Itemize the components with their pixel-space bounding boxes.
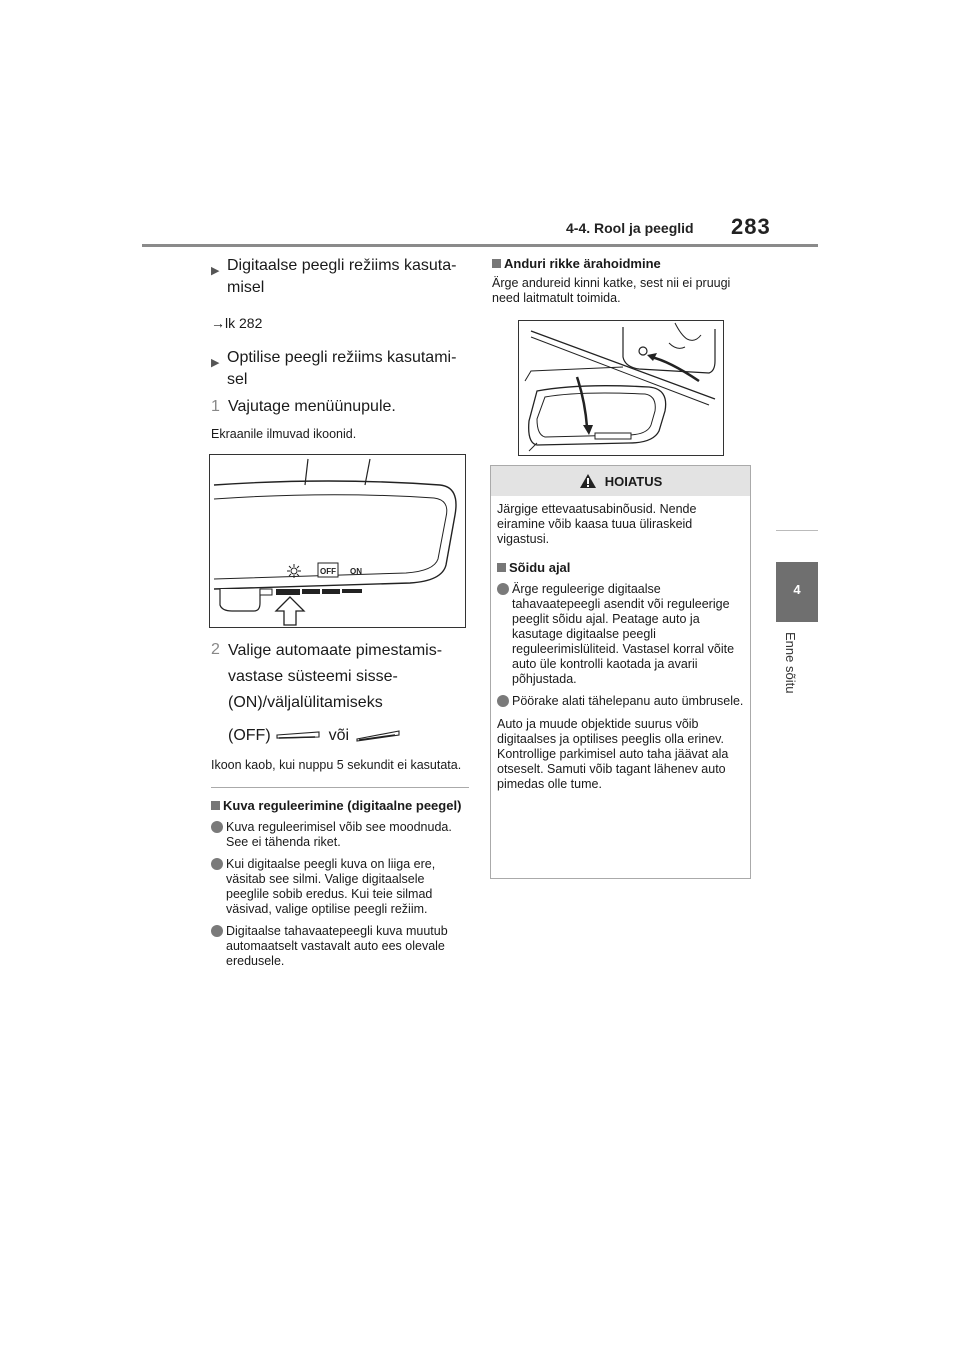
section-divider	[211, 787, 469, 788]
sensor-title: Anduri rikke ärahoidmine	[504, 256, 661, 271]
step-2-or: või	[328, 727, 350, 744]
section-title: 4-4. Rool ja peeglid	[566, 220, 694, 236]
sensor-figure	[518, 320, 724, 456]
step-1	[211, 395, 469, 419]
round-bullet-icon	[497, 695, 509, 707]
header-rule	[142, 244, 818, 247]
chapter-number: 4	[793, 582, 801, 597]
triangle-bullet-icon: ▶	[211, 357, 220, 369]
list-item	[211, 820, 469, 850]
display-adjust-heading	[211, 798, 469, 813]
side-tab-rule	[776, 530, 818, 531]
anti-glare-off-icon	[275, 729, 323, 743]
sensor-illustration	[519, 321, 723, 455]
left-column	[211, 255, 469, 969]
sensor-icon	[639, 347, 647, 355]
warning-triangle-icon	[579, 473, 597, 489]
list-item	[497, 694, 744, 709]
mode-digital-text: Digitaalse peegli režiims kasutamisel	[227, 257, 457, 296]
while-driving-title: Sõidu ajal	[509, 560, 571, 575]
square-bullet-icon	[211, 801, 220, 810]
triangle-bullet-icon: ▶	[211, 265, 220, 277]
step-2-note: Ikoon kaob, kui nuppu 5 sekundit ei kasutata.	[211, 758, 462, 772]
square-bullet-icon	[492, 259, 501, 268]
display-adjust-title: Kuva reguleerimine (digitaalne peegel)	[223, 798, 462, 813]
list-item-text: Pöörake alati tähelepanu auto ümbrusele.	[512, 694, 744, 708]
warning-body	[491, 496, 750, 792]
warning-intro: Järgige ettevaatusabinõusid. Nende eiramine võib kaasa tuua üliraskeid vigastusi.	[497, 502, 697, 546]
mode-digital-item	[211, 255, 469, 299]
warning-title: HOIATUS	[604, 473, 663, 489]
list-item-text: Ärge reguleerige digitaalse tahavaatepeegli asendit või reguleerige peeglit sõidu ajal. Peatage auto ja kasutage digitaalse peegli reguleerimislüliteid. Vastasel korral võite auto üle kontrolli kaotada ja avarii põhjustada.	[512, 582, 735, 686]
mode-optical-item	[211, 347, 469, 391]
brightness-icon	[287, 564, 301, 578]
menu-buttons	[276, 589, 362, 595]
right-column	[492, 256, 750, 306]
while-driving-heading	[497, 560, 744, 575]
page-reference[interactable]: →lk 282	[211, 315, 263, 331]
step-2-options	[228, 724, 469, 748]
step-note: Ekraanile ilmuvad ikoonid.	[211, 427, 357, 441]
mirror-menu-illustration	[210, 455, 465, 627]
on-icon-label: ON	[350, 567, 362, 576]
list-item-text: Kuva reguleerimisel võib see moodnuda. See ei tähenda riket.	[226, 820, 452, 849]
anti-glare-on-icon	[355, 729, 403, 743]
step-2	[211, 638, 469, 716]
list-item	[497, 582, 744, 687]
sensor-text: Ärge andureid kinni katke, sest nii ei pruugi need laitmatult toimida.	[492, 276, 731, 305]
mirror-menu-figure	[209, 454, 466, 628]
off-icon-label: OFF	[320, 567, 336, 576]
warning-outro: Auto ja muude objektide suurus võib digitaalses ja optilises peeglis olla erinev. Kontrollige parkimisel auto taha jäävat ala otseselt. Samuti võib tagant lähenev auto pimedas olle tume.	[497, 717, 729, 791]
round-bullet-icon	[211, 821, 223, 833]
up-arrow-icon	[276, 597, 304, 625]
round-bullet-icon	[211, 925, 223, 937]
warning-header	[491, 466, 750, 496]
round-bullet-icon	[211, 858, 223, 870]
round-bullet-icon	[497, 583, 509, 595]
step-text: Valige automaate pimestamisvastase süsteemi sisse- (ON)/väljalülitamiseks	[228, 642, 443, 711]
square-bullet-icon	[497, 563, 506, 572]
mode-optical-text: Optilise peegli režiims kasutamisel	[227, 349, 457, 388]
sensor-heading	[492, 256, 750, 271]
chapter-title-text: Enne sõitu	[783, 632, 798, 694]
chapter-title	[783, 632, 805, 712]
page-number: 283	[731, 214, 771, 239]
list-item-text: Kui digitaalse peegli kuva on liiga ere, väsitab see silmi. Valige digitaalsele peeglile sobib eredus. Kui teie silmad väsivad, valige optilise peegli režiim.	[226, 857, 436, 916]
list-item	[211, 857, 469, 917]
step-text: Vajutage menüünupule.	[228, 398, 396, 415]
step-number: 1	[211, 398, 220, 415]
list-item-text: Digitaalse tahavaatepeegli kuva muutub automaatselt vastavalt auto ees olevale eredusele.	[226, 924, 448, 968]
warning-box	[490, 465, 751, 879]
step-2-off: (OFF)	[228, 727, 271, 744]
list-item	[211, 924, 469, 969]
step-number: 2	[211, 641, 220, 658]
